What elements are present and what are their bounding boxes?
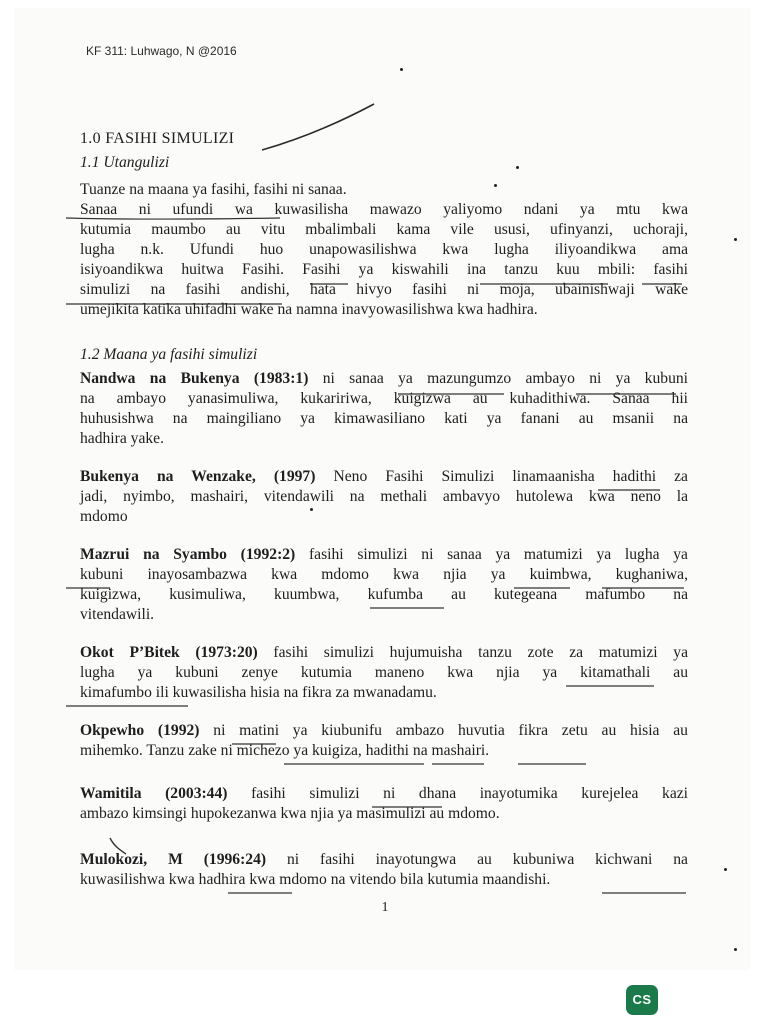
pen-dot — [734, 238, 737, 241]
paragraph-line: Nandwa na Bukenya (1983:1) ni sanaa ya mazungumzo ambayo ni ya kubuni — [80, 370, 689, 387]
paragraph-line: jadi, nyimbo, mashairi, vitendawili na methali ambavyo hutolewa kwa neno la — [80, 488, 688, 505]
paragraph-line: Sanaa ni ufundi wa kuwasilisha mawazo yaliyomo ndani ya mtu kwa — [80, 201, 688, 218]
paragraph-line: lugha ya kubuni zenye kutumia maneno kwa njia ya kitamathali au — [80, 664, 688, 681]
definition-block — [80, 467, 688, 527]
pen-dot — [400, 68, 403, 71]
paragraph-line: kimafumbo ili kuwasilisha hisia na fikra za mwanadamu. — [80, 684, 437, 701]
document-page — [14, 8, 750, 970]
paragraph-line: Bukenya na Wenzake, (1997) Neno Fasihi Simulizi linamaanisha hadithi za — [80, 468, 688, 485]
citation-author: Wamitila (2003:44) — [80, 785, 228, 802]
definition-block — [80, 643, 688, 703]
paragraph-line: kuigizwa, kusimuliwa, kuumbwa, kufumba au kutegeana mafumbo na — [80, 586, 688, 603]
pen-dot — [734, 948, 737, 951]
page-number: 1 — [381, 900, 389, 915]
definition-block — [80, 721, 688, 761]
intro-line: Tuanze na maana ya fasihi, fasihi ni sanaa. — [80, 181, 347, 198]
subsection-heading-intro: 1.1 Utangulizi — [80, 154, 170, 171]
section-title: 1.0 FASIHI SIMULIZI — [80, 130, 235, 147]
citation-author: Okot P’Bitek (1973:20) — [80, 644, 258, 661]
paragraph-line: ambazo kimsingi hupokezanwa kwa njia ya masimulizi au mdomo. — [80, 805, 500, 822]
paragraph-line: hadhira yake. — [80, 430, 164, 447]
paragraph-line: na ambayo yanasimuliwa, kukaririwa, kuigizwa au kuhadithiwa. Sanaa hii — [80, 390, 688, 407]
paragraph-line: Wamitila (2003:44) fasihi simulizi ni dhana inayotumika kurejelea kazi — [80, 785, 688, 802]
paragraph-line: Okot P’Bitek (1973:20) fasihi simulizi hujumuisha tanzu zote za matumizi ya — [80, 644, 689, 661]
paragraph-line: huhusishwa na maingiliano ya kimawasiliano kati ya fanani au msanii na — [80, 410, 688, 427]
paragraph-line: simulizi na fasihi andishi, hata hivyo fasihi ni moja, ubainishwaji wake — [80, 281, 688, 298]
paragraph-line: lugha n.k. Ufundi huo unapowasilishwa kwa lugha iliyoandikwa ama — [80, 241, 688, 258]
pen-dot — [516, 166, 519, 169]
citation-author: Mulokozi, M (1996:24) — [80, 851, 267, 868]
paragraph-line: mihemko. Tanzu zake ni michezo ya kuigiza, hadithi na mashairi. — [80, 742, 490, 759]
pen-dot — [724, 868, 727, 871]
paragraph-line: Mulokozi, M (1996:24) ni fasihi inayotungwa au kubuniwa kichwani na — [80, 851, 688, 868]
definition-block — [80, 369, 688, 449]
paragraph-line: Mazrui na Syambo (1992:2) fasihi simulizi ni sanaa ya matumizi ya lugha ya — [80, 546, 688, 563]
paragraph-line: mdomo — [80, 508, 128, 525]
definition-block — [80, 545, 688, 625]
citation-author: Nandwa na Bukenya (1983:1) — [80, 370, 309, 387]
subsection-heading-definition: 1.2 Maana ya fasihi simulizi — [80, 346, 258, 363]
paragraph-line: vitendawili. — [80, 606, 155, 623]
paragraph-line: umejikita katika uhifadhi wake na namna inavyowasilishwa kwa hadhira. — [80, 301, 538, 318]
paragraph-line: isiyoandikwa huitwa Fasihi. Fasihi ya kiswahili ina tanzu kuu mbili: fasihi — [80, 261, 688, 278]
paragraph-line: Okpewho (1992) ni matini ya kiubunifu ambazo huvutia fikra zetu au hisia au — [80, 722, 688, 739]
camscanner-logo: CS — [626, 985, 658, 1015]
page-header: KF 311: Luhwago, N @2016 — [86, 44, 237, 58]
definition-block — [80, 784, 688, 824]
citation-author: Okpewho (1992) — [80, 722, 200, 739]
pen-dot — [310, 508, 313, 511]
paragraph-line: kuwasilishwa kwa hadhira kwa mdomo na vitendo bila kutumia maandishi. — [80, 871, 551, 888]
paragraph-line: kutumia maumbo au vitu mbalimbali kama vile ususi, ufinyanzi, uchoraji, — [80, 221, 688, 238]
pen-dot — [494, 184, 497, 187]
paragraph-line: kubuni inayosambazwa kwa mdomo kwa njia ya kuimbwa, kughaniwa, — [80, 566, 688, 583]
intro-paragraph — [80, 200, 688, 320]
citation-author: Mazrui na Syambo (1992:2) — [80, 546, 296, 563]
definition-block — [80, 850, 688, 890]
citation-author: Bukenya na Wenzake, (1997) — [80, 468, 316, 485]
